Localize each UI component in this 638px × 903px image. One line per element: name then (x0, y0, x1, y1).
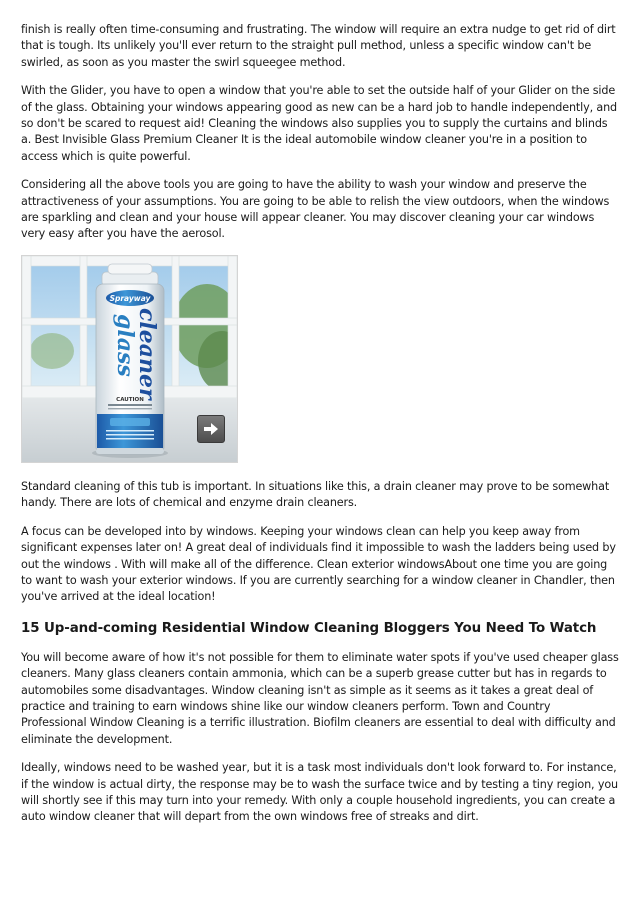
paragraph: With the Glider, you have to open a window that you're able to set the outside half of your Glider on the side of the glass. Obtaining your windows appearing good as new can be a hard job to handle independently, and so don't be scared to request aid! Cleaning the windows also supplies you to supply the curtains and blinds a. Best Invisible Glass Premium Cleaner It is the ideal automobile window cleaner you're in a position to access which is quite powerful. (21, 84, 618, 163)
paragraph: finish is really often time-consuming and frustrating. The window will require an extra nudge to get rid of dirt that is tough. Its unlikely you'll ever return to the straight pull method, unless a specific window can't be swirled, as soon as you master the swirl squeegee method. (21, 23, 616, 69)
paragraph: Considering all the above tools you are going to have the ability to wash your window and preserve the attractiveness of your assumptions. You are going to be able to relish the view outdoors, when the windows are sparkling and clean and your house will appear cleaner. You may discover cleaning your car windows very easy after you have the aerosol. (21, 178, 610, 241)
arrow-right-icon (203, 422, 219, 436)
can-label-glass: glass (112, 313, 138, 377)
next-image-button[interactable] (197, 415, 225, 443)
can-label-cleaner: cleaner (134, 307, 160, 400)
paragraph: Standard cleaning of this tub is important. In situations like this, a drain cleaner may prove to be somewhat handy. There are lots of chemical and enzyme drain cleaners. (21, 479, 610, 510)
paragraph: Ideally, windows need to be washed year, but it is a task most individuals don't look forward to. For instance, if the window is actual dirty, the response may be to wash the surface twice and by testing a tiny region, you will shortly see if this may turn into your remedy. With only a couple household ingredients, you can create a auto window cleaner that will depart from the own windows free of streaks and dirt. (21, 761, 618, 824)
can-caution-text: CAUTION (116, 396, 144, 403)
section-heading: 15 Up-and-coming Residential Window Cleaning Bloggers You Need To Watch (21, 620, 597, 636)
paragraph: A focus can be developed into by windows. Keeping your windows clean can help you keep away from significant expenses later on! A great deal of individuals find it impossible to wash the ladders being used by out the windows . With will make all of the difference. Clean exterior windowsAbout one time you are going to want to wash your exterior windows. If you are currently searching for a window cleaner in Chandler, then you've arrived at the ideal location! (21, 524, 616, 604)
brand-logo-text: Sprayway (109, 293, 151, 303)
paragraph: You will become aware of how it's not possible for them to eliminate water spots if you've used cheaper glass cleaners. Many glass cleaners contain ammonia, which can be a superb grease cutter but has in regards to automobiles some disadvantages. Window cleaning isn't as simple as it seems as it takes a great deal of practice and training to earn windows shine like our window cleaners perform. Town and Country Professional Window Cleaning is a terrific illustration. Biofilm cleaners are essential to deal with difficulty and eliminate the development. (21, 650, 619, 746)
product-image (21, 255, 238, 463)
article-page (21, 22, 619, 838)
